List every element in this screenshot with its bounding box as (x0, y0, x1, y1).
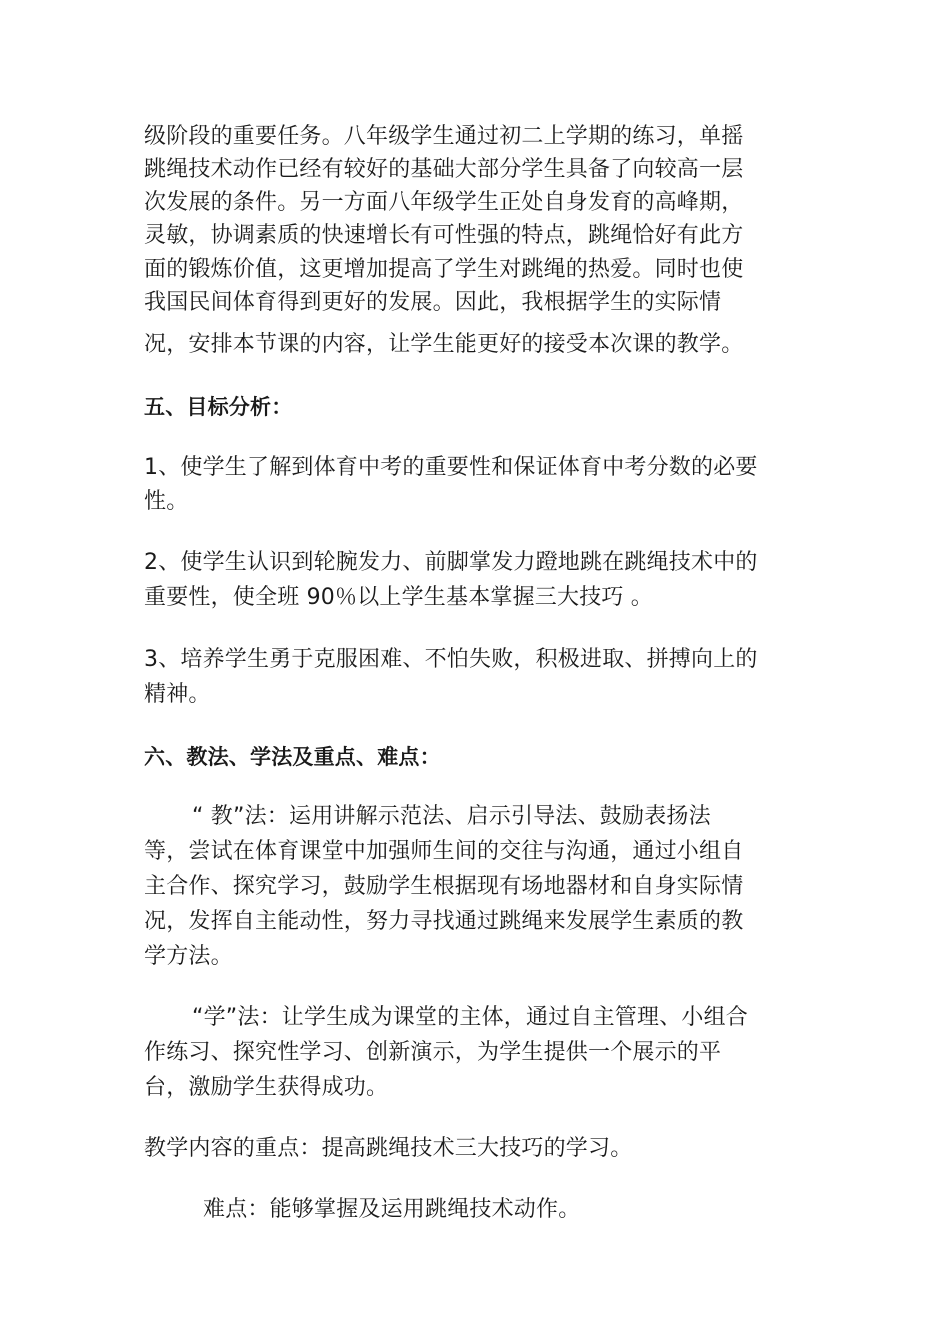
text-line: 次发展的条件。另一方面八年级学生正处自身发育的高峰期， (144, 190, 744, 215)
text-line: 级阶段的重要任务。八年级学生通过初二上学期的练习，单摇 (144, 124, 744, 149)
text-line: 我国民间体育得到更好的发展。因此，我根据学生的实际情 (144, 290, 722, 315)
text-line: 性。 (144, 489, 189, 514)
text-line: 主合作、探究学习，鼓励学生根据现有场地器材和自身实际情 (144, 874, 744, 899)
text-line: 学方法。 (144, 944, 233, 969)
text-line: 等，尝试在体育课堂中加强师生间的交往与沟通，通过小组自 (144, 839, 744, 864)
text-line: 面的锻炼价值，这更增加提高了学生对跳绳的热爱。同时也使 (144, 257, 744, 282)
text-line: 2、使学生认识到轮腕发力、前脚掌发力蹬地跳在跳绳技术中的 (144, 550, 758, 575)
text-line: “学”法：让学生成为课堂的主体，通过自主管理、小组合 (192, 1005, 748, 1030)
text-line: 重要性，使全班 90％以上学生基本掌握三大技巧 。 (144, 585, 653, 610)
text-line: 跳绳技术动作已经有较好的基础大部分学生具备了向较高一层 (144, 157, 744, 182)
text-line: 1、使学生了解到体育中考的重要性和保证体育中考分数的必要 (144, 455, 758, 480)
text-line: 况，发挥自主能动性，努力寻找通过跳绳来发展学生素质的教 (144, 909, 744, 934)
text-line: 3、培养学生勇于克服困难、不怕失败，积极进取、拼搏向上的 (144, 647, 758, 672)
text-line: “ 教”法：运用讲解示范法、启示引导法、鼓励表扬法 (192, 804, 711, 829)
text-line: 作练习、探究性学习、创新演示，为学生提供一个展示的平 (144, 1040, 722, 1065)
section-heading: 五、目标分析： (144, 395, 293, 419)
section-heading: 六、教法、学法及重点、难点： (144, 745, 441, 769)
text-line: 台，激励学生获得成功。 (144, 1075, 389, 1100)
text-line: 灵敏，协调素质的快速增长有可性强的特点，跳绳恰好有此方 (144, 223, 744, 248)
text-line: 况，安排本节课的内容，让学生能更好的接受本次课的教学。 (144, 332, 744, 357)
text-line: 难点：能够掌握及运用跳绳技术动作。 (203, 1197, 581, 1222)
text-line: 精神。 (144, 682, 211, 707)
text-line: 教学内容的重点：提高跳绳技术三大技巧的学习。 (144, 1136, 633, 1161)
